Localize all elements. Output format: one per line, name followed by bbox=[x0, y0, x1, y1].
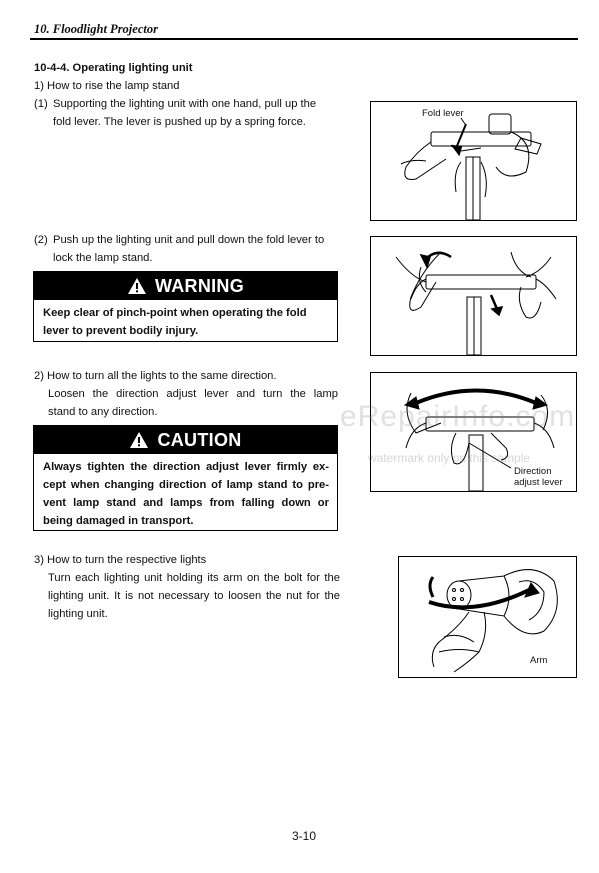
step3-title: 3) How to turn the respective lights bbox=[34, 554, 207, 566]
step3-text: Turn each lighting unit holding its arm on the bolt for the lighting unit. It is not necessary to loosen the nut for the lighting unit. bbox=[48, 572, 340, 620]
watermark-subtext: watermark only on this sample bbox=[368, 451, 531, 465]
page-number: 3-10 bbox=[292, 829, 317, 843]
push-up-illustration bbox=[371, 237, 576, 355]
page-header-title: 10. Floodlight Projector bbox=[34, 22, 158, 36]
fold-lever-illustration bbox=[371, 102, 576, 220]
caution-header bbox=[34, 426, 337, 454]
step1-1-text: Supporting the lighting unit with one hand, pull up the fold lever. The lever is pushed up by a spring force. bbox=[53, 98, 317, 128]
direction-adjust-lever-label: Direction adjust lever bbox=[514, 466, 563, 488]
step1-title: 1) How to rise the lamp stand bbox=[34, 80, 180, 92]
fold-lever-label: Fold lever bbox=[422, 108, 464, 119]
figure-arm bbox=[398, 556, 577, 678]
warning-triangle-icon bbox=[127, 277, 147, 295]
caution-triangle-icon bbox=[129, 431, 149, 449]
header-rule bbox=[30, 38, 578, 40]
section-heading: 10-4-4. Operating lighting unit bbox=[34, 62, 193, 74]
watermark-text: eRepairInfo.com bbox=[340, 400, 576, 433]
caution-box bbox=[33, 425, 338, 531]
warning-label: WARNING bbox=[154, 275, 245, 296]
arm-label: Arm bbox=[530, 655, 548, 666]
caution-text: Always tighten the direction adjust lever firmly ex- cept when changing direction of lamp stand to pre- vent lamp stand and lamps from falling down or being damaged in transport. bbox=[43, 461, 329, 527]
step1-2-text: Push up the lighting unit and pull down the fold lever to lock the lamp stand. bbox=[53, 234, 325, 264]
caution-label: CAUTION bbox=[157, 429, 242, 450]
step2-title: 2) How to turn all the lights to the same direction. bbox=[34, 370, 277, 382]
step1-1-number: (1) bbox=[34, 98, 48, 110]
warning-box bbox=[33, 271, 338, 342]
figure-fold-lever bbox=[370, 101, 577, 221]
figure-push-up bbox=[370, 236, 577, 356]
step2-text: Loosen the direction adjust lever and turn the lamp stand to any direction. bbox=[48, 388, 338, 418]
step1-2-number: (2) bbox=[34, 234, 48, 246]
arm-illustration bbox=[399, 557, 576, 677]
warning-header bbox=[34, 272, 337, 300]
warning-text: Keep clear of pinch-point when operating the fold lever to prevent bodily injury. bbox=[43, 307, 307, 337]
